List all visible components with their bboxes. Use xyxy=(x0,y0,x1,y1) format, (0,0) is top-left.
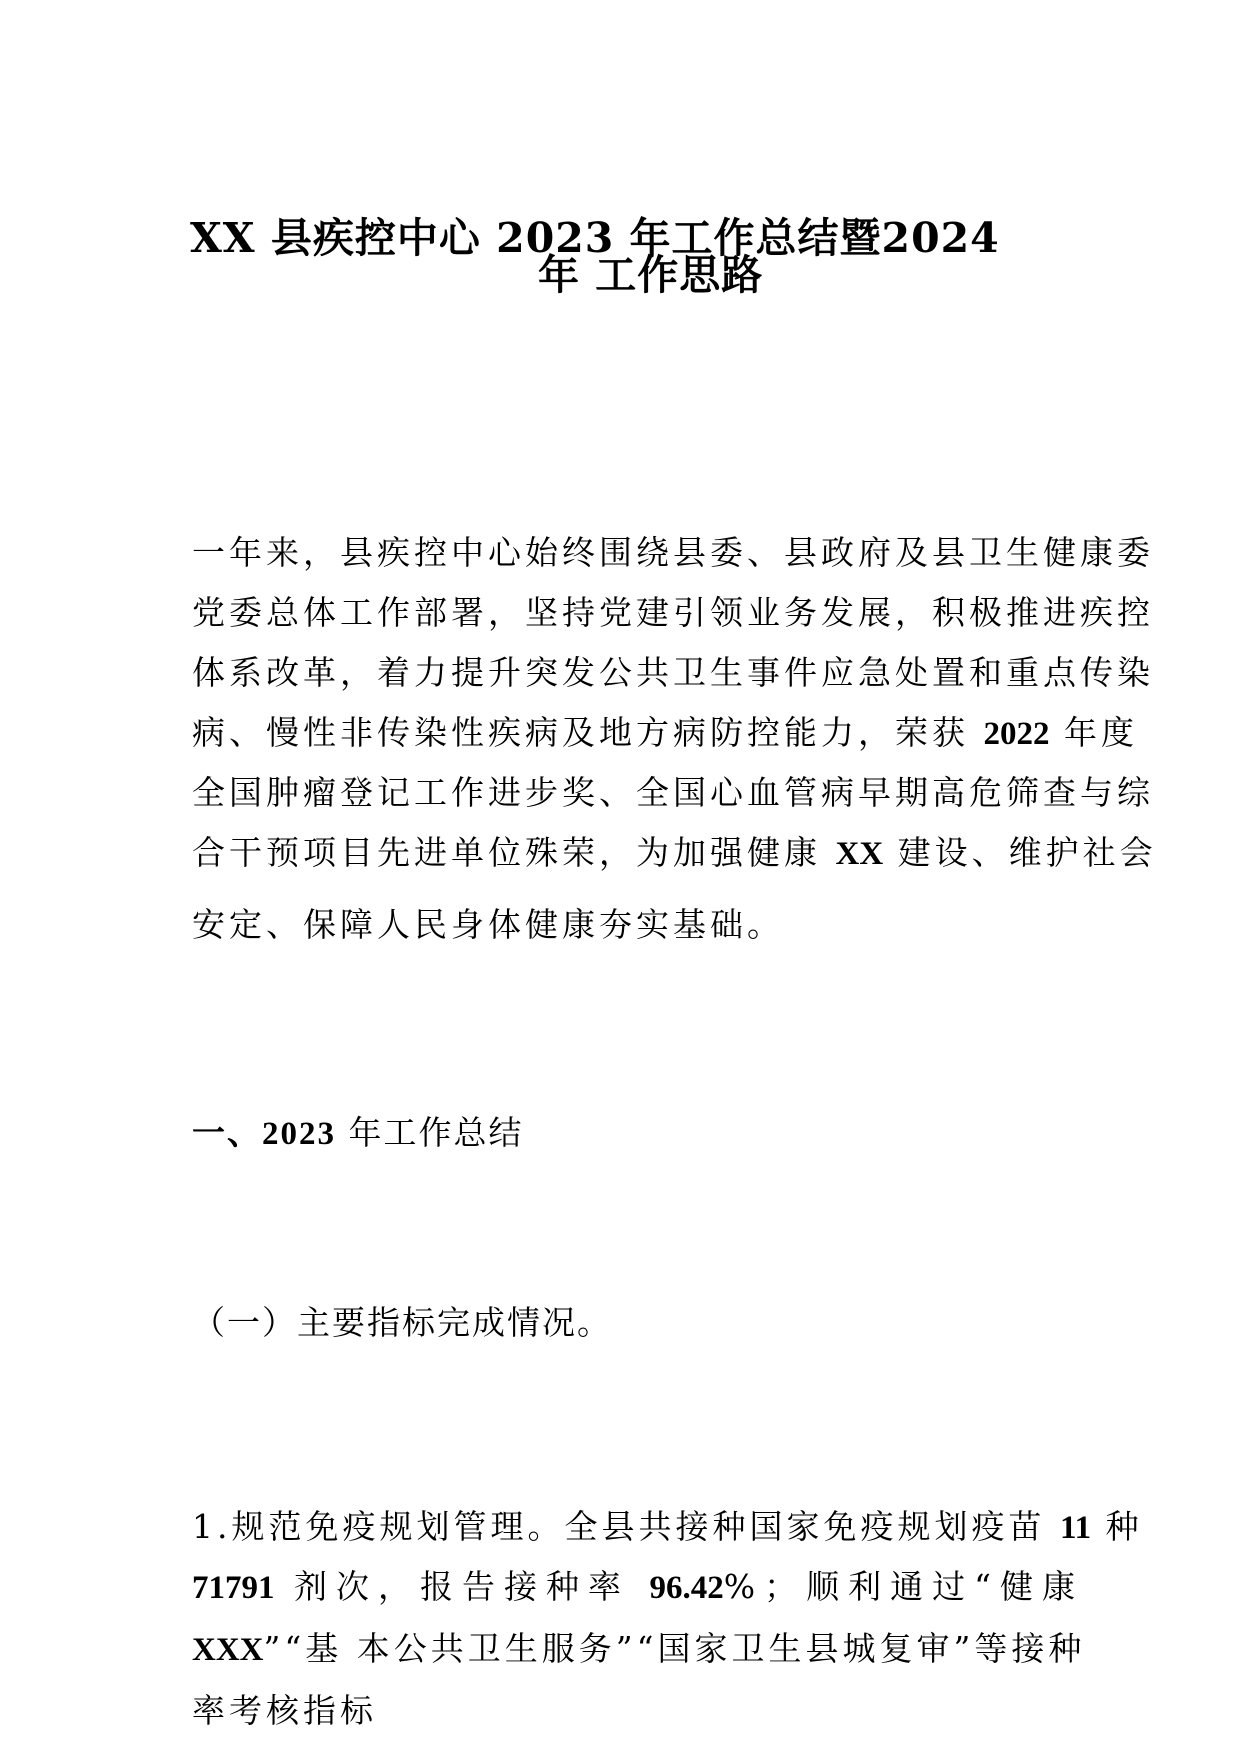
section-heading-text: 年工作总结 xyxy=(336,1113,524,1152)
item1-vaccine-count: 11 xyxy=(1059,1510,1092,1546)
intro-year-2022: 2022 xyxy=(983,716,1050,752)
item1-placeholder-xxx: XXX xyxy=(192,1632,264,1668)
item1-line-1-text-b: 种 xyxy=(1091,1507,1143,1546)
intro-placeholder-xx: XX xyxy=(835,836,884,872)
intro-line-1: 一年来，县疾控中心始终围绕县委、县政府及县卫生健康委 xyxy=(192,533,1154,572)
intro-line-3: 体系改革，着力提升突发公共卫生事件应急处置和重点传染 xyxy=(192,653,1154,692)
intro-line-5: 全国肿瘤登记工作进步奖、全国心血管病早期高危筛查与综 xyxy=(192,773,1154,812)
intro-line-6-text-b: 建设、维护社会 xyxy=(883,833,1157,872)
intro-line-4-text-a: 病、慢性非传染性疾病及地方病防控能力，荣获 xyxy=(192,713,984,752)
item1-dose-count: 71791 xyxy=(192,1570,275,1606)
intro-line-4-text-b: 年度 xyxy=(1049,713,1138,752)
subsection-heading-1: （一）主要指标完成情况。 xyxy=(192,1303,612,1342)
item1-report-rate: 96.42 xyxy=(649,1570,724,1606)
item1-line-4: 率考核指标 xyxy=(192,1691,377,1730)
intro-line-6-text-a: 合干预项目先进单位殊荣，为加强健康 xyxy=(192,833,836,872)
section-heading-prefix: 一、 xyxy=(192,1113,262,1152)
item1-line-2-text-b: %；顺利通过“健康 xyxy=(723,1567,1084,1606)
item1-line-1 xyxy=(192,1507,1143,1546)
intro-line-2: 党委总体工作部署，坚持党建引领业务发展，积极推进疾控 xyxy=(192,593,1154,632)
intro-line-4 xyxy=(192,713,1138,752)
document-title-line-1: XX 县疾控中心 2023 年工作总结暨2024 xyxy=(190,214,1000,262)
item1-line-1-text-a: 1.规范免疫规划管理。全县共接种国家免疫规划疫苗 xyxy=(192,1507,1060,1546)
item1-line-2 xyxy=(192,1567,1084,1606)
item1-line-3 xyxy=(192,1629,1086,1668)
intro-line-7: 安定、保障人民身体健康夯实基础。 xyxy=(192,905,784,944)
item1-line-3-text-a: ”“基 本公共卫生服务”“国家卫生县城复审”等接种 xyxy=(263,1629,1086,1668)
section-heading-year: 2023 xyxy=(262,1116,336,1152)
section-heading-1 xyxy=(192,1113,524,1152)
item1-line-2-text-a: 剂次，报告接种率 xyxy=(274,1567,650,1606)
intro-line-6 xyxy=(192,833,1157,872)
document-title-line-2: 年 工作思路 xyxy=(538,251,764,299)
